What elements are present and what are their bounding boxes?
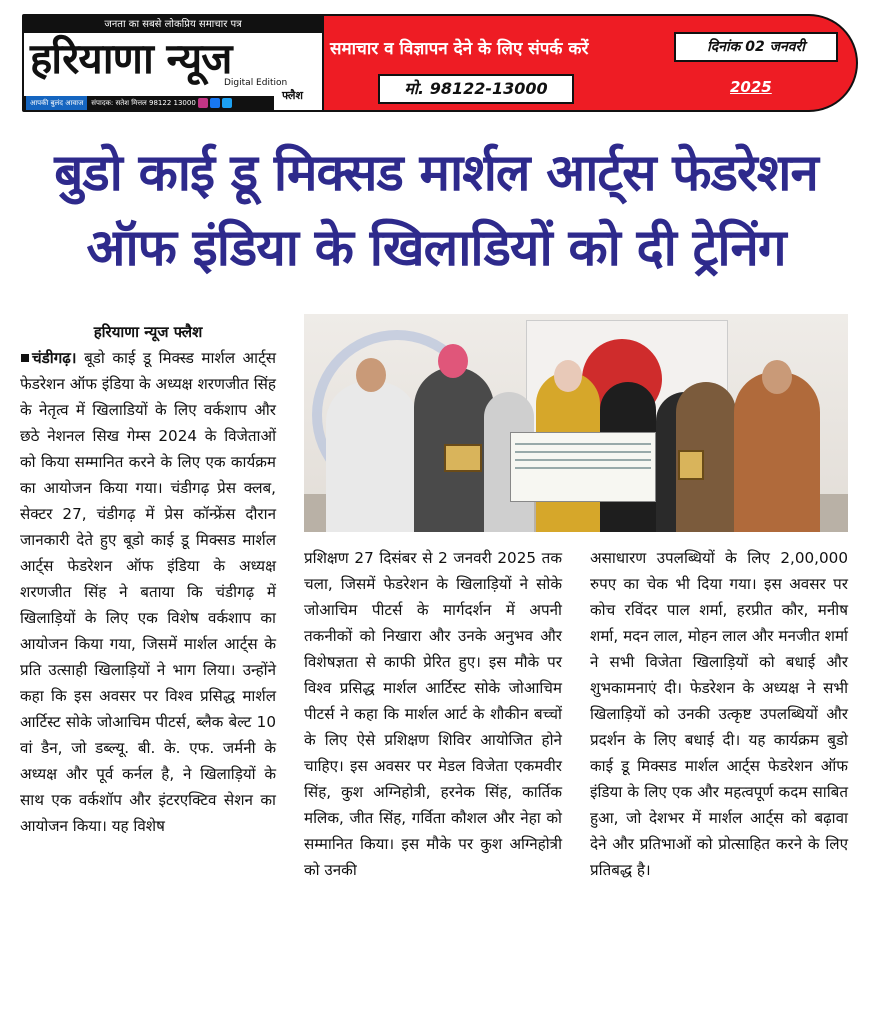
instagram-icon <box>198 98 208 108</box>
byline: हरियाणा न्यूज फ्लैश <box>93 323 203 341</box>
headline-line-2: ऑफ इंडिया के खिलाडियों को दी ट्रेनिंग <box>86 219 786 278</box>
plaque-1 <box>444 444 482 472</box>
contact-text: समाचार व विज्ञापन देने के लिए संपर्क करें <box>330 39 589 59</box>
cheque-line <box>515 459 651 461</box>
article-column-2 <box>304 545 562 883</box>
voice-tag: आपकी बुलंद आवाज <box>26 96 87 110</box>
event-photo <box>304 314 848 532</box>
plaque-2 <box>678 450 704 480</box>
phone-box: मो. 98122-13000 <box>378 74 574 104</box>
brand-block <box>24 16 324 110</box>
cheque-line <box>515 467 651 469</box>
person-1 <box>326 382 418 532</box>
year-label: 2025 <box>730 78 772 96</box>
cheque-line <box>515 451 651 453</box>
person-1-head <box>356 358 386 392</box>
column-2-text: प्रशिक्षण 27 दिसंबर से 2 जनवरी 2025 तक चला, जिसमें फेडरेशन के खिलाड़ियों ने सोके जोआचिम पीटर्स के मार्गदर्शन में अपनी तकनीकों को निखारा और उनके अनुभव और विशेषज्ञता से काफी प्रेरित हुए। इस मौके पर विश्व प्रसिद्ध मार्शल आर्टिस्ट सोके जोआचिम पीटर्स ने कहा कि मार्शल आर्ट के शौकीन बच्चों के लिए ऐसे प्रशिक्षण शिविर आयोजित होने चाहिए। इस अवसर पर मेडल विजेता एकमवीर सिंह, कुश अग्निहोत्री, हरनेक सिंह, कार्तिक मलिक, जीत सिंह, गर्विता कौशल और नेहा को सम्मानित किया। इस मौके पर कुश अग्निहोत्री को उनकी <box>304 549 562 879</box>
edition-label: Digital Edition <box>224 78 288 88</box>
column-1-paragraph <box>20 345 276 839</box>
masthead <box>22 14 858 112</box>
person-8-head <box>762 360 792 394</box>
column-3-text: असाधारण उपलब्धियों के लिए 2,00,000 रुपए का चेक भी दिया गया। इस अवसर पर कोच रविंदर पाल शर्मा, हरप्रीत कौर, मनीष शर्मा, मदन लाल, मोहन लाल और मनजीत शर्मा ने सभी विजेता खिलाड़ियों को बधाई और शुभकामनाएं दी। फेडरेशन के अध्यक्ष ने सभी खिलाड़ियों को उनकी उत्कृष्ट उपलब्धियों और प्रदर्शन के लिए बधाई दी। यह कार्यक्रम बुडो काई डू मिक्सड मार्शल आर्ट्स फेडरेशन ऑफ इंडिया के लिए एक और महत्वपूर्ण कदम साबित हुआ, जो देशभर में मार्शल आर्ट्स को बढ़ावा देने और प्रतिभाओं को प्रोत्साहित करने के लिए प्रतिबद्ध है। <box>590 549 848 879</box>
headline-line-1: बुडो काई डू मिक्सड मार्शल आर्ट्स फेडरेशन <box>54 144 818 203</box>
bullet-square-icon <box>21 354 29 362</box>
brand-name: हरियाणा न्यूज <box>30 34 232 83</box>
date-box: दिनांक 02 जनवरी <box>674 32 838 62</box>
column-1-text: बूडो काई डू मिक्स्ड मार्शल आर्ट्स फेडरेशन ऑफ इंडिया के अध्यक्ष शरणजीत सिंह के नेतृत्व में खिलाडियों के लिए वर्कशाप और छठे नेशनल सिख गेम्स 2024 के विजेताओं को किया सम्मानित करने के लिए एक कार्यक्रम का आयोजन किया गया। चंडीगढ़ प्रेस क्लब, सेक्टर 27, चंडीगढ़ में प्रेस कॉन्फ्रेंस दौरान जानकारी देते हुए बूडो काई डू मिक्सड मार्शल आर्ट्स फेडरेशन ऑफ इंडिया के अध्यक्ष शरणजीत सिंह ने बताया कि चंडीगढ़ में खिलाड़ियों के लिए एक विशेष वर्कशाप का आयोजन किया गया, जिसमें मार्शल आर्ट्स के प्रति उत्साही खिलाड़ियों ने भाग लिया। उन्होंने कहा कि इस अवसर पर विश्व प्रसिद्ध मार्शल आर्टिस्ट सोके जोआचिम पीटर्स, ब्लैक बेल्ट 10 वां डैन, जो डब्ल्यू. बी. के. एफ. जर्मनी के अध्यक्ष और पूर्व कर्नल है, ने खिलाड़ियों के साथ एक वर्कशॉप और इंटरएक्टिव सेशन का आयोजन किया। यह विशेष <box>20 349 277 835</box>
person-2-head <box>438 344 468 378</box>
article-column-3 <box>590 545 848 883</box>
cheque-line <box>515 443 651 445</box>
cheque <box>510 432 656 502</box>
mast-bottom-strip <box>24 96 274 110</box>
facebook-icon <box>210 98 220 108</box>
brand-suffix: फ्लैश <box>282 89 303 102</box>
dateline: चंडीगढ़। <box>32 349 77 367</box>
person-4-head <box>554 360 582 392</box>
tagline-top: जनता का सबसे लोकप्रिय समाचार पत्र <box>24 16 322 33</box>
article-column-1 <box>20 319 276 839</box>
person-8 <box>734 372 820 532</box>
headline <box>16 136 856 286</box>
twitter-icon <box>222 98 232 108</box>
editor-info: संपादक: सतेश मित्तल 98122 13000 <box>91 99 196 107</box>
